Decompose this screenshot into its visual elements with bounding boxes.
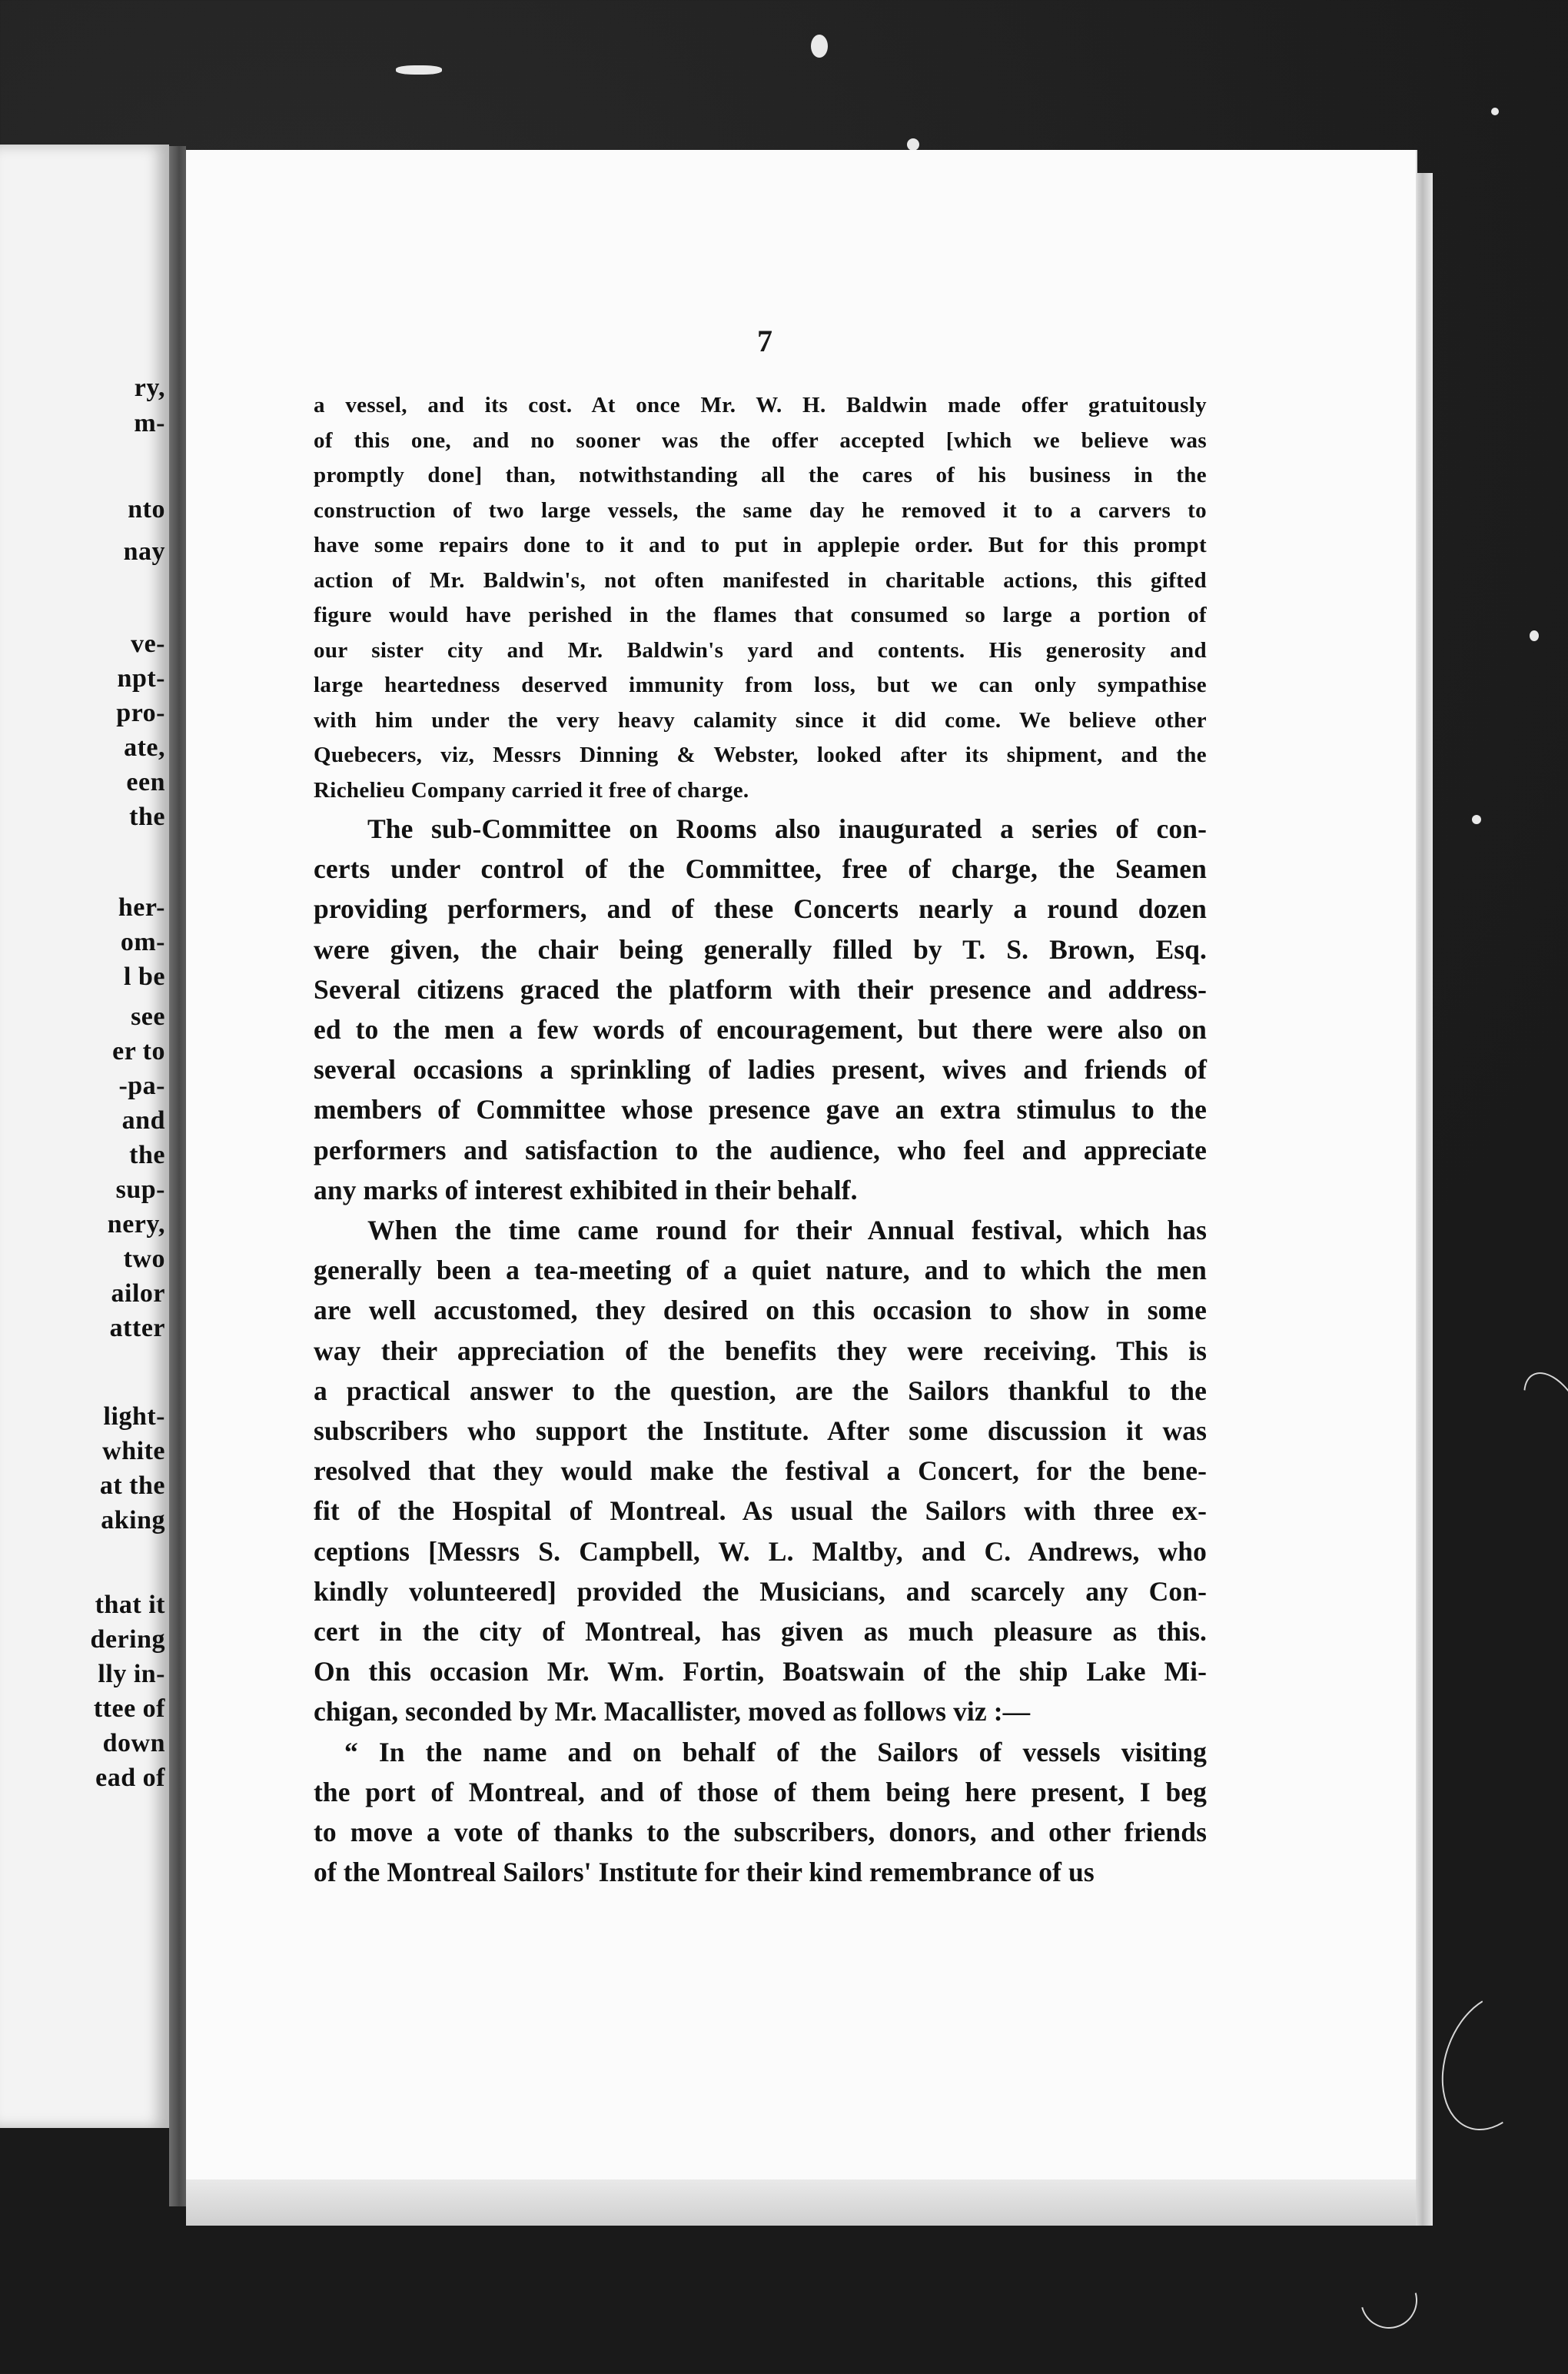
- paragraph-festival: [314, 1210, 1207, 1732]
- facing-page-line: light-: [103, 1402, 165, 1431]
- dust-speck: [1530, 630, 1539, 641]
- facing-page-line: nery,: [107, 1210, 165, 1239]
- text-line: promptly done] than, notwithstanding all the cares of his business in the: [314, 463, 1207, 487]
- text-line: members of Committee whose presence gave an extra stimulus to the: [314, 1094, 1207, 1125]
- text-line: ceptions [Messrs S. Campbell, W. L. Maltby, and C. Andrews, who: [314, 1535, 1207, 1567]
- text-line: The sub-Committee on Rooms also inaugurated a series of con-: [367, 813, 1207, 844]
- facing-page-line: l be: [124, 963, 165, 991]
- text-line: with him under the very heavy calamity since it did come. We believe other: [314, 707, 1207, 733]
- facing-page-line: een: [126, 768, 165, 796]
- text-line: fit of the Hospital of Montreal. As usual the Sailors with three ex-: [314, 1495, 1207, 1527]
- text-line: certs under control of the Committee, free of charge, the Seamen: [314, 853, 1207, 885]
- text-line: large heartedness deserved immunity from loss, but we can only sympathise: [314, 673, 1207, 697]
- text-line: construction of two large vessels, the same day he removed it to a carvers to: [314, 497, 1207, 523]
- book-gutter: [169, 146, 186, 2206]
- text-line: performers and satisfaction to the audience, who feel and appreciate: [314, 1134, 1207, 1165]
- facing-page-line: nay: [123, 537, 165, 566]
- hair-fiber: [1423, 1979, 1561, 2144]
- facing-page-line: at the: [99, 1471, 165, 1500]
- text-line: When the time came round for their Annual festival, which has: [367, 1215, 1207, 1246]
- facing-page-line: the: [129, 803, 165, 831]
- main-text: [314, 809, 1207, 1892]
- text-line: chigan, seconded by Mr. Macallister, moved as follows viz :—: [314, 1696, 1031, 1727]
- facing-page-line: nto: [128, 495, 165, 524]
- text-line: subscribers who support the Institute. After some discussion it was: [314, 1415, 1207, 1447]
- text-line: generally been a tea-meeting of a quiet nature, and to which the men: [314, 1255, 1207, 1286]
- facing-page-line: m-: [134, 409, 165, 437]
- dust-speck: [1491, 108, 1499, 115]
- facing-page-line: the: [129, 1141, 165, 1169]
- dust-speck: [907, 138, 919, 151]
- text-line: kindly volunteered] provided the Musicians, and scarcely any Con-: [314, 1575, 1207, 1607]
- text-line: providing performers, and of these Concerts nearly a round dozen: [314, 893, 1207, 925]
- facing-page-line: down: [102, 1729, 165, 1757]
- text-line: cert in the city of Montreal, has given as much pleasure as this.: [314, 1616, 1207, 1648]
- text-line: ed to the men a few words of encouragement, but there were also on: [314, 1014, 1207, 1046]
- text-line: are well accustomed, they desired on this occasion to show in some: [314, 1295, 1207, 1326]
- text-line: were given, the chair being generally filled by T. S. Brown, Esq.: [314, 933, 1207, 965]
- text-line: of the Montreal Sailors' Institute for their kind remembrance of us: [314, 1857, 1095, 1888]
- text-line: a practical answer to the question, are the Sailors thankful to the: [314, 1375, 1207, 1406]
- text-line: a vessel, and its cost. At once Mr. W. H. Baldwin made offer gratuitously: [314, 393, 1207, 417]
- facing-page-left: [0, 145, 169, 2128]
- facing-page-line: atter: [109, 1314, 165, 1342]
- facing-page-line: om-: [120, 928, 165, 956]
- page-edge-bottom: [186, 2179, 1416, 2226]
- text-line: way their appreciation of the benefits they were receiving. This is: [314, 1335, 1207, 1366]
- facing-page-line: er to: [112, 1037, 165, 1066]
- facing-page-line: ry,: [134, 374, 165, 402]
- hair-fiber: [1511, 1362, 1568, 1463]
- page-edge-right: [1416, 173, 1433, 2226]
- text-line: our sister city and Mr. Baldwin's yard and contents. His generosity and: [314, 637, 1207, 663]
- facing-page-line: that it: [95, 1591, 165, 1619]
- text-line: Several citizens graced the platform with their presence and address-: [314, 973, 1207, 1005]
- text-line: Quebecers, viz, Messrs Dinning & Webster, looked after its shipment, and the: [314, 743, 1207, 767]
- facing-page-line: ailor: [111, 1279, 165, 1308]
- hair-fiber: [1350, 2261, 1427, 2339]
- facing-page-line: dering: [90, 1625, 165, 1654]
- text-line: Richelieu Company carried it free of charge.: [314, 777, 749, 803]
- facing-page-line: -pa-: [118, 1072, 165, 1100]
- text-line: several occasions a sprinkling of ladies present, wives and friends of: [314, 1054, 1207, 1086]
- facing-page-line: see: [131, 1002, 165, 1031]
- dust-speck: [396, 65, 442, 75]
- facing-page-line: ve-: [131, 630, 165, 658]
- facing-page-line: ttee of: [93, 1694, 165, 1723]
- facing-page-line: sup-: [115, 1175, 165, 1204]
- text-line: “ In the name and on behalf of the Sailors of vessels visiting: [344, 1736, 1207, 1767]
- text-line: On this occasion Mr. Wm. Fortin, Boatswain of the ship Lake Mi-: [314, 1656, 1207, 1687]
- text-line: of this one, and no sooner was the offer accepted [which we believe was: [314, 427, 1207, 453]
- facing-page-line: and: [121, 1106, 165, 1135]
- text-line: any marks of interest exhibited in their behalf.: [314, 1174, 858, 1205]
- paragraph-concerts: [314, 809, 1207, 1210]
- text-line: action of Mr. Baldwin's, not often manifested in charitable actions, this gifted: [314, 567, 1207, 593]
- facing-page-line: aking: [101, 1506, 165, 1534]
- paragraph-baldwin: [314, 388, 1207, 808]
- text-line: to move a vote of thanks to the subscribers, donors, and other friends: [314, 1817, 1207, 1848]
- facing-page-line: ate,: [124, 733, 165, 762]
- dust-speck: [1472, 815, 1481, 824]
- page-number: 7: [757, 324, 772, 358]
- facing-page-line: npt-: [117, 664, 165, 693]
- paragraph-quote: [314, 1732, 1207, 1893]
- facing-page-line: white: [102, 1437, 165, 1465]
- facing-page-line: her-: [118, 893, 165, 922]
- facing-page-line: ead of: [95, 1764, 165, 1792]
- facing-page-line: pro-: [116, 699, 165, 727]
- text-line: the port of Montreal, and of those of them being here present, I beg: [314, 1776, 1207, 1807]
- facing-page-line: lly in-: [98, 1660, 165, 1688]
- dust-speck: [811, 35, 828, 58]
- text-line: figure would have perished in the flames that consumed so large a portion of: [314, 603, 1207, 627]
- text-line: resolved that they would make the festival a Concert, for the bene-: [314, 1455, 1207, 1487]
- text-line: have some repairs done to it and to put in applepie order. But for this prompt: [314, 533, 1207, 557]
- facing-page-line: two: [123, 1245, 165, 1273]
